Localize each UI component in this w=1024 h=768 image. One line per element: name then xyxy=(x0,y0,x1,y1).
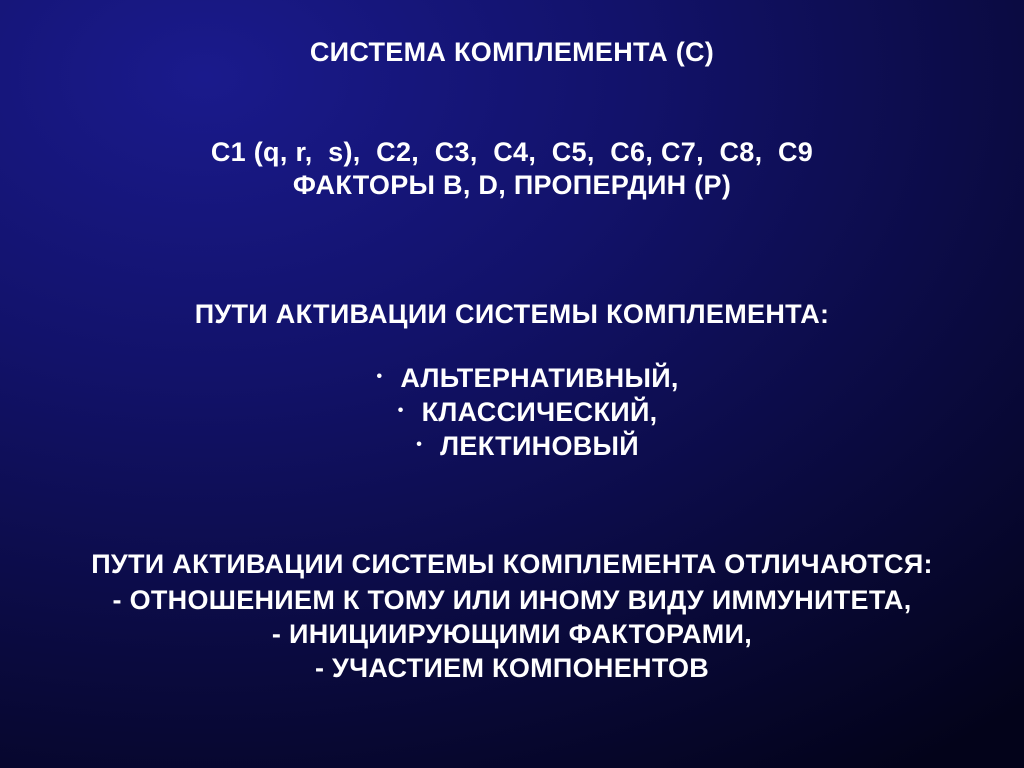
bullet-icon: • xyxy=(397,401,404,419)
components-line-2: ФАКТОРЫ B, D, ПРОПЕРДИН (Р) xyxy=(292,170,732,200)
pathways-heading: ПУТИ АКТИВАЦИИ СИСТЕМЫ КОМПЛЕМЕНТА: xyxy=(194,299,830,329)
bullet-icon: • xyxy=(416,435,423,453)
pathway-item-label: ЛЕКТИНОВЫЙ xyxy=(440,431,639,461)
pathway-item xyxy=(0,398,1024,496)
bullet-icon: • xyxy=(376,367,383,385)
pathway-item-label: АЛЬТЕРНАТИВНЫЙ, xyxy=(400,363,679,393)
differences-heading: ПУТИ АКТИВАЦИИ СИСТЕМЫ КОМПЛЕМЕНТА ОТЛИЧАЮТСЯ: xyxy=(91,549,933,579)
slide-title: СИСТЕМА КОМПЛЕМЕНТА (С) xyxy=(309,37,715,67)
pathway-item-label: КЛАССИЧЕСКИЙ, xyxy=(421,397,658,427)
difference-item: - ОТНОШЕНИЕМ К ТОМУ ИЛИ ИНОМУ ВИДУ ИММУНИТЕТА, xyxy=(112,585,912,615)
difference-item: - ИНИЦИИРУЮЩИМИ ФАКТОРАМИ, xyxy=(271,619,753,649)
difference-item: - УЧАСТИЕМ КОМПОНЕНТОВ xyxy=(314,653,710,683)
components-line-1: С1 (q, r, s), С2, С3, С4, С5, С6, С7, С8, С9 xyxy=(210,137,814,167)
